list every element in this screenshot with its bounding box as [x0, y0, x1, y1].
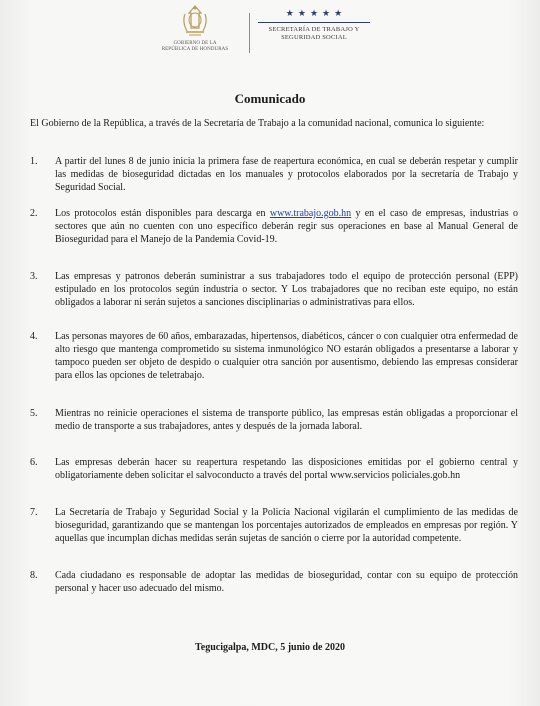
- list-item: [30, 569, 518, 595]
- header-divider: [249, 13, 250, 53]
- letterhead: [0, 0, 540, 64]
- stars-underline: [258, 22, 370, 23]
- list-item: [30, 456, 518, 482]
- list-item: [30, 270, 518, 309]
- document-title: Comunicado: [234, 91, 306, 106]
- item-text: A partir del lunes 8 de junio inicia la primera fase de reapertura económica, en cual se deberán respetar y cumplir las medidas de bioseguridad dictadas en los manuales y protocolos elaborados por la secretaría de Trabajo y Seguridad Social.: [55, 156, 518, 193]
- item-text: Las personas mayores de 60 años, embarazadas, hipertensos, diabéticos, cáncer o con cualquier otra enfermedad de alto riesgo que mantenga comprometido su sistema inmunológico NO estarán obligados a presentarse a laborar y tampoco pueden ser objeto de despido o cualquier otra sanción por ausentismo, debiendo las empresas considerar para ellos las opciones de teletrabajo.: [55, 331, 518, 381]
- gov-line-2: REPÚBLICA DE HONDURAS: [161, 47, 229, 52]
- star-icon: ★: [285, 9, 294, 19]
- star-icon: ★: [334, 9, 343, 19]
- list-item: [30, 155, 518, 194]
- intro-paragraph: El Gobierno de la República, a través de la Secretaría de Trabajo a la comunidad nacional, comunica lo siguiente:: [30, 118, 485, 129]
- item-number: 8.: [30, 570, 38, 581]
- star-icon: ★: [309, 9, 319, 19]
- trabajo-website-link[interactable]: www.trabajo.gob.hn: [269, 208, 352, 219]
- list-item: [30, 207, 518, 246]
- secretaria-line-2: SEGURIDAD SOCIAL: [281, 34, 347, 41]
- item-number: 7.: [30, 507, 38, 518]
- government-caption: [150, 41, 240, 53]
- item-text: La Secretaría de Trabajo y Seguridad Social y la Policía Nacional vigilarán el cumplimiento de las medidas de bioseguridad, garantizando que se mantengan los porcentajes autorizados de empleados en empresas por región. Y aquellas que incumplan dichas medidas serán sujetas de sanción o cierre por la autoridad competente.: [55, 507, 518, 544]
- item-text: Las empresas y patronos deberán suministrar a sus trabajadores todo el equipo de protección personal (EPP) estipulado en los protocolos según industria o sector. Y Los trabajadores que no reciban este equipo, no están obligados a laborar ni serán sujetos a sanciones disciplinarias o administrativas para ellos.: [55, 271, 518, 308]
- coat-of-arms-icon: [177, 4, 213, 38]
- secretaria-line-1: SECRETARÍA DE TRABAJO Y: [268, 26, 360, 33]
- item-text: [55, 207, 518, 246]
- star-icon: ★: [322, 9, 331, 19]
- item-text: Las empresas deberán hacer su reapertura respetando las disposiciones emitidas por el gobierno central y obligatoriamente deben solicitar el salvoconducto a través del portal www.servicios policiales.gob.hn: [55, 457, 518, 481]
- list-item: [30, 506, 518, 545]
- item-text: Cada ciudadano es responsable de adoptar las medidas de bioseguridad, contar con su equipo de protección personal y hacer uso adecuado del mismo.: [55, 570, 518, 594]
- secretaria-caption: [258, 26, 370, 42]
- list-item: [30, 330, 518, 382]
- gov-line-1: GOBIERNO DE LA: [173, 41, 217, 46]
- item-text: Mientras no reinicie operaciones el sistema de transporte público, las empresas están obligadas a proporcionar el medio de transporte a sus trabajadores, antes y después de la jornada laboral.: [55, 408, 518, 432]
- item-number: 1.: [30, 156, 38, 167]
- stars-row: [258, 10, 370, 19]
- item-number: 5.: [30, 408, 38, 419]
- item-text-after-link: y en el caso de empresas, industrias o sectores que aún no cuenten con uno específico deberán regir sus operaciones en base al Manual General de Bioseguridad para el Manejo de la Pandemia Covid-19.: [55, 208, 518, 245]
- item-number: 3.: [30, 271, 38, 282]
- list-item: [30, 407, 518, 433]
- item-number: 4.: [30, 331, 38, 342]
- item-number: 2.: [30, 208, 38, 219]
- item-number: 6.: [30, 457, 38, 468]
- place-and-date: Tegucigalpa, MDC, 5 junio de 2020: [195, 642, 345, 653]
- star-icon: ★: [297, 9, 306, 19]
- item-text-before-link: Los protocolos están disponibles para descarga en: [55, 208, 270, 219]
